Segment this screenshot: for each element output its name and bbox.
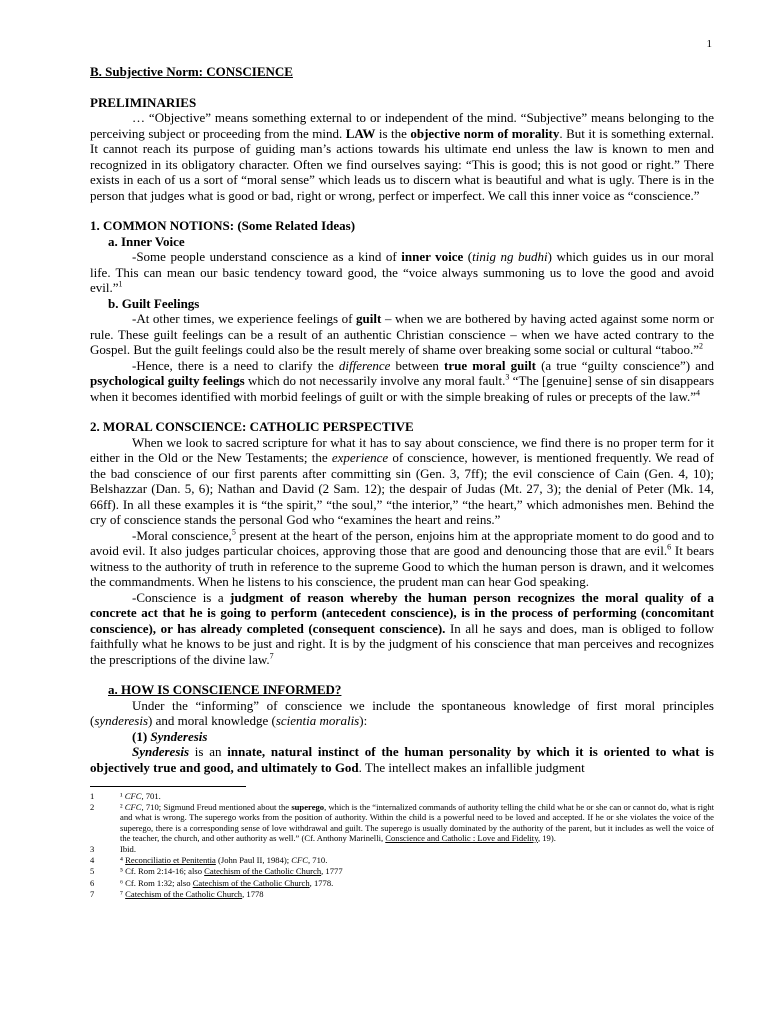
page-number: 1 — [706, 38, 712, 50]
footnote-number: 4 — [90, 855, 95, 866]
section-heading-moral-conscience: 2. MORAL CONSCIENCE: CATHOLIC PERSPECTIVE — [90, 419, 414, 434]
section-heading-preliminaries: PRELIMINARIES — [90, 94, 197, 110]
footnote-text: ¹ CFC, 701. — [120, 791, 161, 801]
footnote-5 — [90, 866, 714, 876]
footnotes — [90, 791, 714, 899]
footnote-7 — [90, 889, 714, 899]
footnote-divider — [90, 786, 246, 787]
footnote-text: ⁷ Catechism of the Catholic Church, 1778 — [120, 888, 264, 899]
footnote-4 — [90, 855, 714, 865]
footnote-2 — [90, 802, 714, 843]
footnote-text: ⁴ Reconciliatio et Penitentia (John Paul II, 1984); CFC, 710. — [120, 855, 328, 866]
paragraph-synderesis: Synderesis is an innate, natural instinct of the human personality by which it is oriented to what is objectively true and good, and ultimately to God. The intellect makes an infallible judgment — [90, 744, 714, 775]
paragraph-inner-voice: -Some people understand conscience as a kind of inner voice (tinig ng budhi) which guides us in our moral life. This can mean our basic tendency toward good, the “voice always summoning us to love the good and avoid evil.”$^1$ — [90, 249, 715, 295]
document-body — [90, 64, 714, 899]
paragraph-guilt-feelings: -At other times, we experience feelings of guilt – when we are bothered by having acted against some norm or rule. These guilt feelings can be a result of an authentic Christian conscience – when we have acted contrary to the Gospel. But the guilt feelings could also be the result merely of shame over breaking some social or cultural “taboo.”$^2$ — [90, 311, 714, 357]
footnote-number: 7 — [90, 888, 95, 899]
paragraph-informing: Under the “informing” of conscience we include the spontaneous knowledge of first moral principles (synderesis) and moral knowledge (scientia moralis): — [90, 697, 714, 728]
subheading-synderesis: (1) Synderesis — [132, 728, 208, 744]
footnote-text: ⁶ Cf. Rom 1:32; also Catechism of the Catholic Church, 1778. — [120, 877, 334, 888]
footnote-text: ² CFC, 710; Sigmund Freud mentioned about the superego, which is the “internalized commands of authority telling the child what he or she can or cannot do, what is right and what is wrong. The superego works from the position of authority. Within the child is a powerful need to be loved and accepted. If he or she violates the voice of the superego, there is a corresponding sense of love withdrawal and guilt. The superego is usually dominated by the authority of the parent, but it includes as well the voice of the teacher, the church, and other authority as well.” (Cf. Anthony Marinelli, Conscience and Catholic : Love and Fidelity, 19). — [120, 802, 715, 843]
document-title — [90, 64, 714, 80]
footnote-6 — [90, 878, 714, 888]
footnote-text: Ibid. — [120, 844, 136, 855]
footnote-number: 2 — [90, 802, 95, 813]
title-prefix: B. Subjective Norm: — [90, 64, 207, 79]
footnote-number: 5 — [90, 866, 95, 877]
paragraph-judgment-of-reason: -Conscience is a judgment of reason whereby the human person recognizes the moral quality of a concrete act that he is going to perform (antecedent conscience), is in the process of performing (concomitant conscience), or has already completed (consequent conscience). In all he says and does, man is obliged to follow faithfully what he knows to be just and right. It is by the judgment of his conscience that man perceives and recognizes the prescriptions of the divine law.$^7$ — [90, 589, 714, 667]
footnote-number: 1 — [90, 791, 95, 801]
footnote-1 — [90, 791, 714, 801]
footnote-number: 3 — [90, 844, 95, 855]
paragraph-moral-conscience: -Moral conscience,$^5$ present at the heart of the person, enjoins him at the appropriate moment to do good and to avoid evil. It also judges particular choices, approving those that are good and denouncing those that are evil.$^6$ It bears witness to the authority of truth in reference to the supreme Good to which the human person is drawn, and it welcomes the commandments. When he listens to his conscience, the prudent man can hear God speaking. — [90, 527, 715, 589]
subheading-inner-voice: a. Inner Voice — [108, 233, 185, 249]
footnote-number: 6 — [90, 877, 95, 888]
footnote-text: ⁵ Cf. Rom 2:14-16; also Catechism of the Catholic Church, 1777 — [120, 866, 343, 877]
title-main: CONSCIENCE — [206, 64, 293, 79]
subheading-guilt-feelings: b. Guilt Feelings — [108, 295, 200, 311]
paragraph-scripture: When we look to sacred scripture for what it has to say about conscience, we find there is no proper term for it either in the Old or the New Testaments; the experience of conscience, however, is mentioned frequently. We read of the bad conscience of our first parents after committing sin (Gen. 3, 7ff); the evil conscience of Cain (Gen. 4, 10); Belshazzar (Dan. 5, 6); Nathan and David (2 Sam. 12); the despair of Judas (Mt. 27, 3); the denial of Peter (Mk. 14, 66ff). In all these examples it is “the spirit,” “the soul,” “the interior,” “the heart,” which admonishes men. Behind the cry of conscience stands the personal God who “examines the heart and reins.” — [90, 434, 714, 527]
subheading-how-informed: a. HOW IS CONSCIENCE INFORMED? — [108, 682, 342, 697]
paragraph-difference: -Hence, there is a need to clarify the difference between true moral guilt (a true “guilty conscience”) and psychological guilty feelings which do not necessarily involve any moral fault.$^3$ “The [genuine] sense of sin disappears when it becomes identified with morbid feelings of guilt or with the simple breaking of rules or precepts of the law.”$^4$ — [90, 357, 714, 404]
footnote-3 — [90, 844, 714, 854]
section-heading-common-notions: 1. COMMON NOTIONS: (Some Related Ideas) — [90, 218, 356, 233]
paragraph-preliminaries: … “Objective” means something external to or independent of the mind. “Subjective” means belonging to the perceiving subject or proceeding from the mind. LAW is the objective norm of morality. But it is something external. It cannot reach its purpose of guiding man’s actions towards his ultimate end unless the law is known to men and recognized in its obligatory character. Often we find ourselves saying: “This is good; this is not good or right.” There exists in each of us a sort of “moral sense” which leads us to discern what is beautiful and what is ugly. There is in the person that judges what is good or bad, right or wrong, perfect or imperfect. We call this inner voice as “conscience.” — [90, 110, 714, 203]
